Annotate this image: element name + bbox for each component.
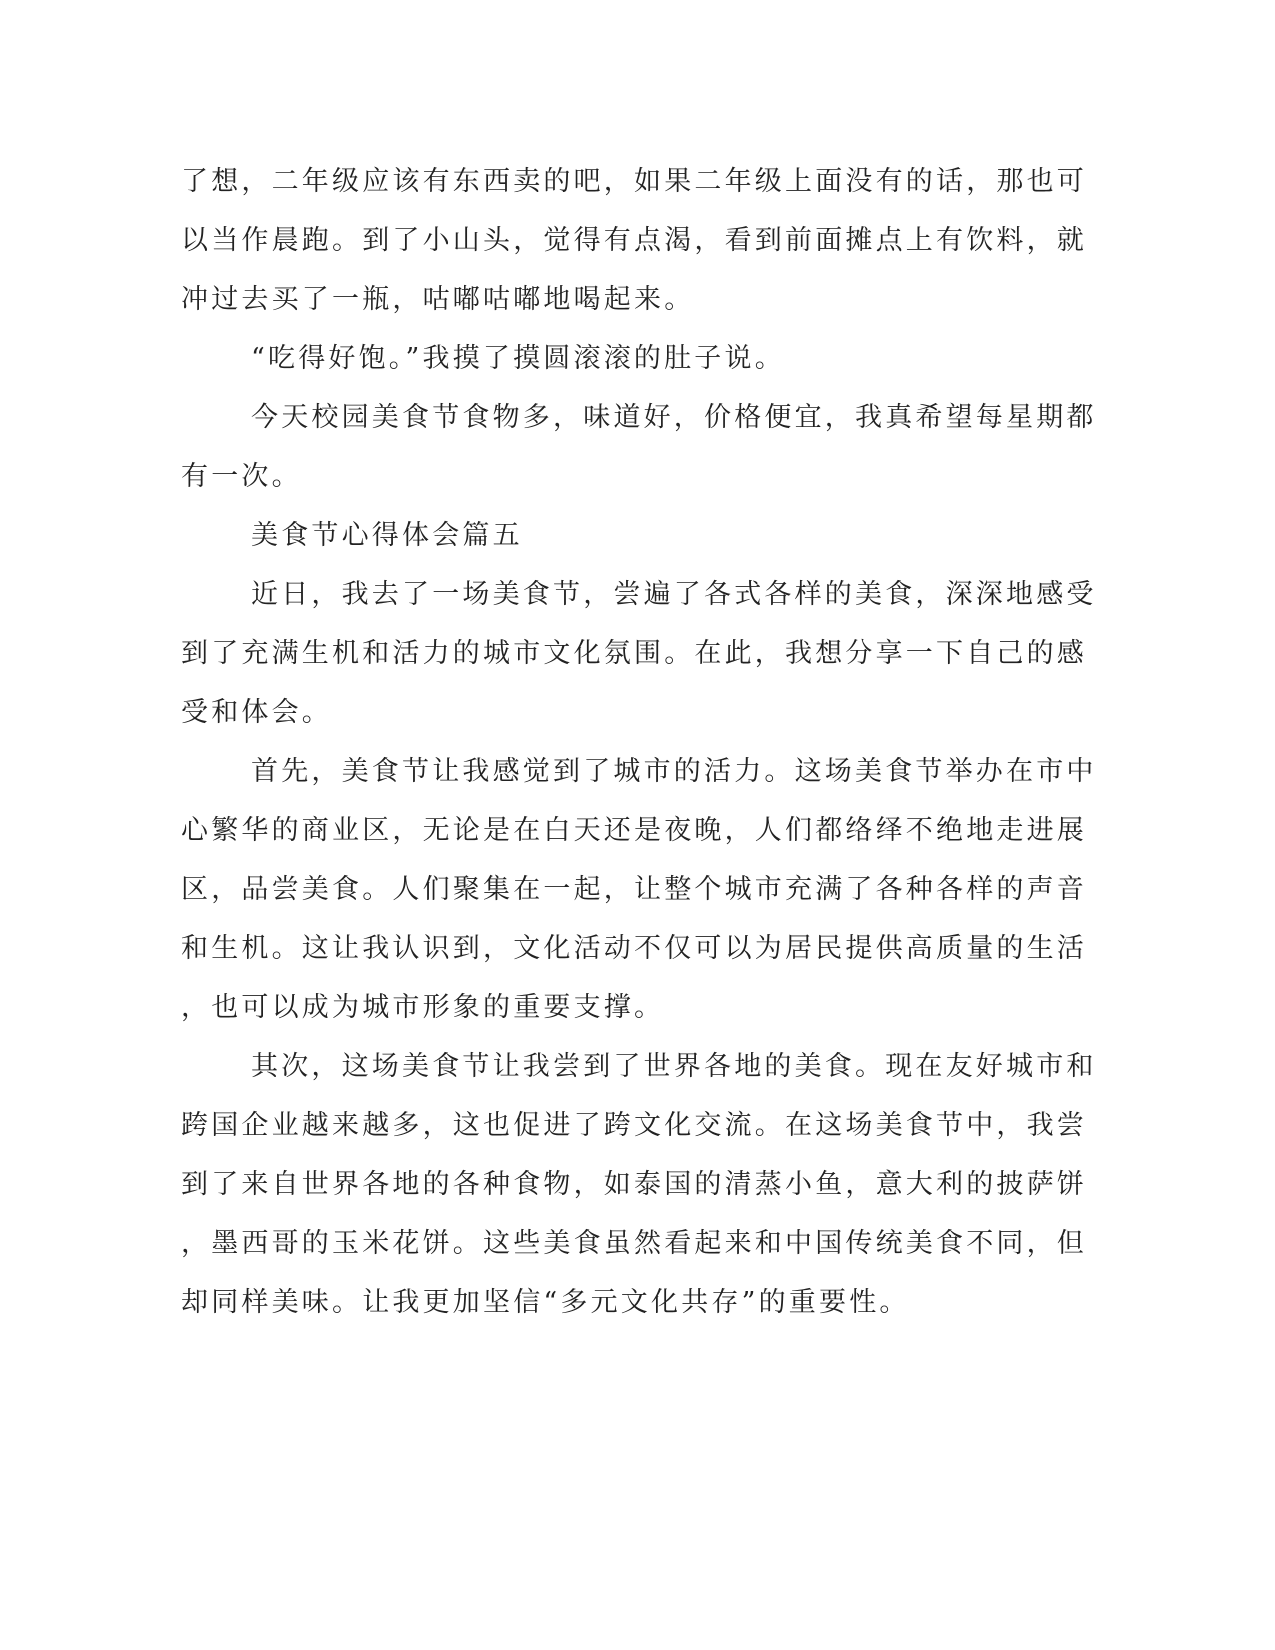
text-line: 到了充满生机和活力的城市文化氛围。在此，我想分享一下自己的感 — [181, 638, 1087, 669]
text-line: 跨国企业越来越多，这也促进了跨文化交流。在这场美食节中，我尝 — [181, 1110, 1087, 1141]
text-line: 了想，二年级应该有东西卖的吧，如果二年级上面没有的话，那也可 — [181, 166, 1087, 197]
text-line: 其次，这场美食节让我尝到了世界各地的美食。现在友好城市和 — [251, 1051, 1097, 1082]
text-line: 受和体会。 — [181, 697, 332, 728]
text-line: 却同样美味。让我更加坚信“多元文化共存”的重要性。 — [181, 1287, 910, 1318]
text-line: 近日，我去了一场美食节，尝遍了各式各样的美食，深深地感受 — [251, 579, 1097, 610]
text-line: 心繁华的商业区，无论是在白天还是夜晚，人们都络绎不绝地走进展 — [181, 815, 1087, 846]
text-line: 区，品尝美食。人们聚集在一起，让整个城市充满了各种各样的声音 — [181, 874, 1087, 905]
text-line: 到了来自世界各地的各种食物，如泰国的清蒸小鱼，意大利的披萨饼 — [181, 1169, 1087, 1200]
text-line: 首先，美食节让我感觉到了城市的活力。这场美食节举办在市中 — [251, 756, 1097, 787]
section-heading: 美食节心得体会篇五 — [251, 520, 523, 551]
text-line: 和生机。这让我认识到，文化活动不仅可以为居民提供高质量的生活 — [181, 933, 1087, 964]
text-line: “吃得好饱。”我摸了摸圆滚滚的肚子说。 — [251, 343, 785, 374]
text-line: 以当作晨跑。到了小山头，觉得有点渴，看到前面摊点上有饮料，就 — [181, 225, 1087, 256]
text-line: 冲过去买了一瓶，咕嘟咕嘟地喝起来。 — [181, 284, 695, 315]
text-line: ，墨西哥的玉米花饼。这些美食虽然看起来和中国传统美食不同，但 — [181, 1228, 1087, 1259]
text-line: 有一次。 — [181, 461, 302, 492]
text-line: ，也可以成为城市形象的重要支撑。 — [181, 992, 665, 1023]
document-body — [181, 152, 1097, 1332]
text-line: 今天校园美食节食物多，味道好，价格便宜，我真希望每星期都 — [251, 402, 1097, 433]
